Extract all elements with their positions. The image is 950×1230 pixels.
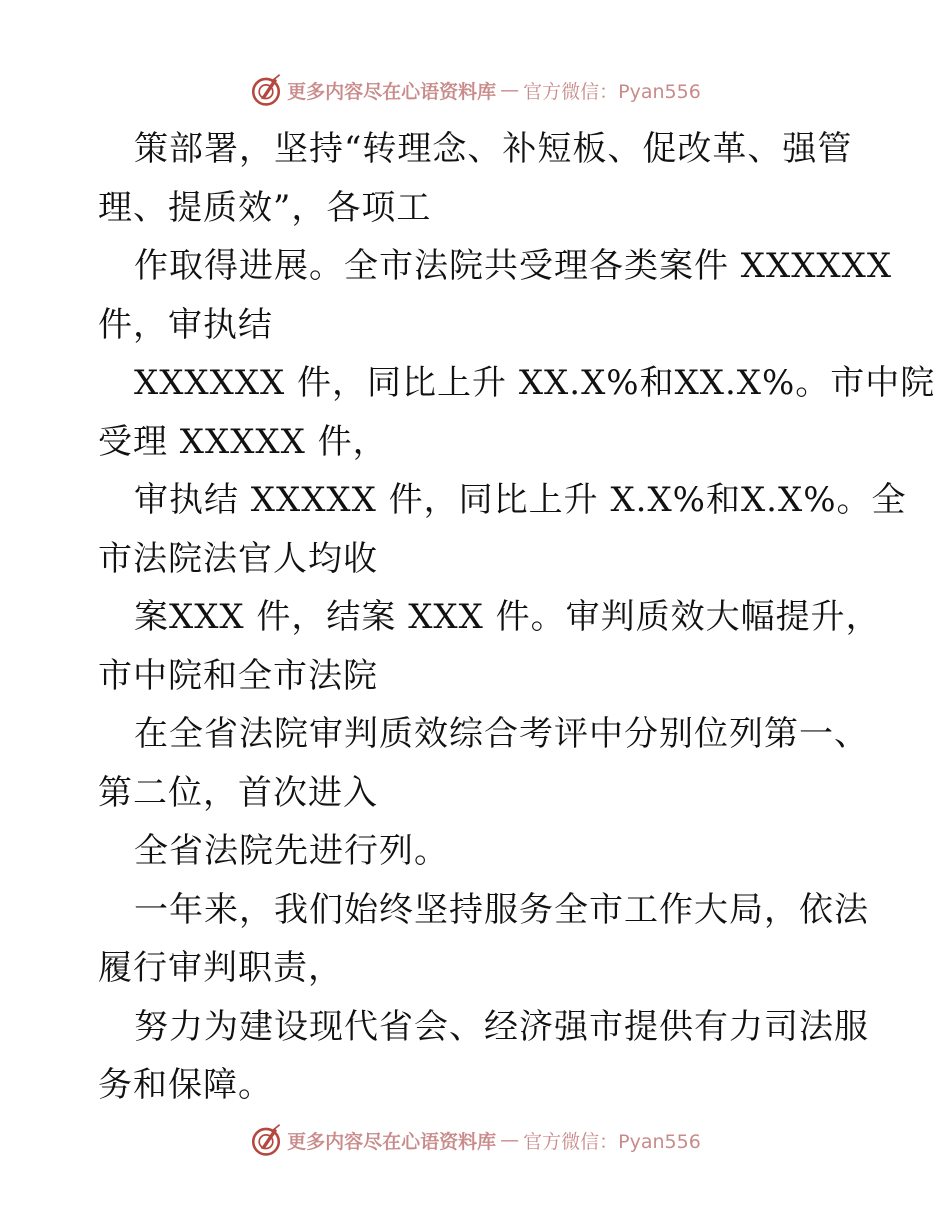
wechat-id: 官方微信：Pyan556 (523, 1130, 701, 1153)
text-line: 履行审判职责， (98, 948, 343, 988)
wechat-id: 官方微信：Pyan556 (523, 80, 701, 103)
header-banner-content (249, 73, 701, 107)
text-line: 市中院和全市法院 (98, 655, 378, 696)
text-line: XXXXXX 件，同比上升 XX.X%和XX.X%。市中院 (134, 363, 936, 403)
footer-banner (0, 1120, 950, 1160)
banner-dash: — (500, 1129, 520, 1151)
quill-logo-icon (249, 1123, 283, 1157)
banner-dash: — (500, 79, 520, 101)
quill-logo-icon (249, 73, 283, 107)
text-line: 一年来，我们始终坚持服务全市工作大局，依法 (134, 889, 869, 930)
document-body (98, 120, 936, 1115)
text-line: 理、提质效”，各项工 (98, 187, 432, 228)
text-line: 件，审执结 (98, 304, 273, 345)
text-line: 作取得进展。全市法院共受理各类案件 XXXXXX (134, 246, 893, 286)
text-line: 市法院法官人均收 (98, 538, 378, 579)
footer-banner-content (249, 1123, 701, 1157)
text-line: 策部署，坚持“转理念、补短板、促改革、强管 (134, 129, 853, 169)
header-banner (0, 70, 950, 110)
site-name: 更多内容尽在心语资料库 (287, 1130, 497, 1153)
text-line: 审执结 XXXXX 件，同比上升 X.X%和X.X%。全 (134, 480, 907, 520)
text-line: 案XXX 件，结案 XXX 件。审判质效大幅提升， (134, 597, 881, 637)
text-line: 第二位，首次进入 (98, 772, 378, 813)
text-line: 全省法院先进行列。 (134, 831, 449, 871)
text-line: 务和保障。 (98, 1065, 273, 1105)
text-line: 努力为建设现代省会、经济强市提供有力司法服 (134, 1006, 869, 1047)
text-line: 受理 XXXXX 件， (98, 421, 388, 462)
text-line: 在全省法院审判质效综合考评中分别位列第一、 (134, 714, 869, 754)
site-name: 更多内容尽在心语资料库 (287, 80, 497, 103)
